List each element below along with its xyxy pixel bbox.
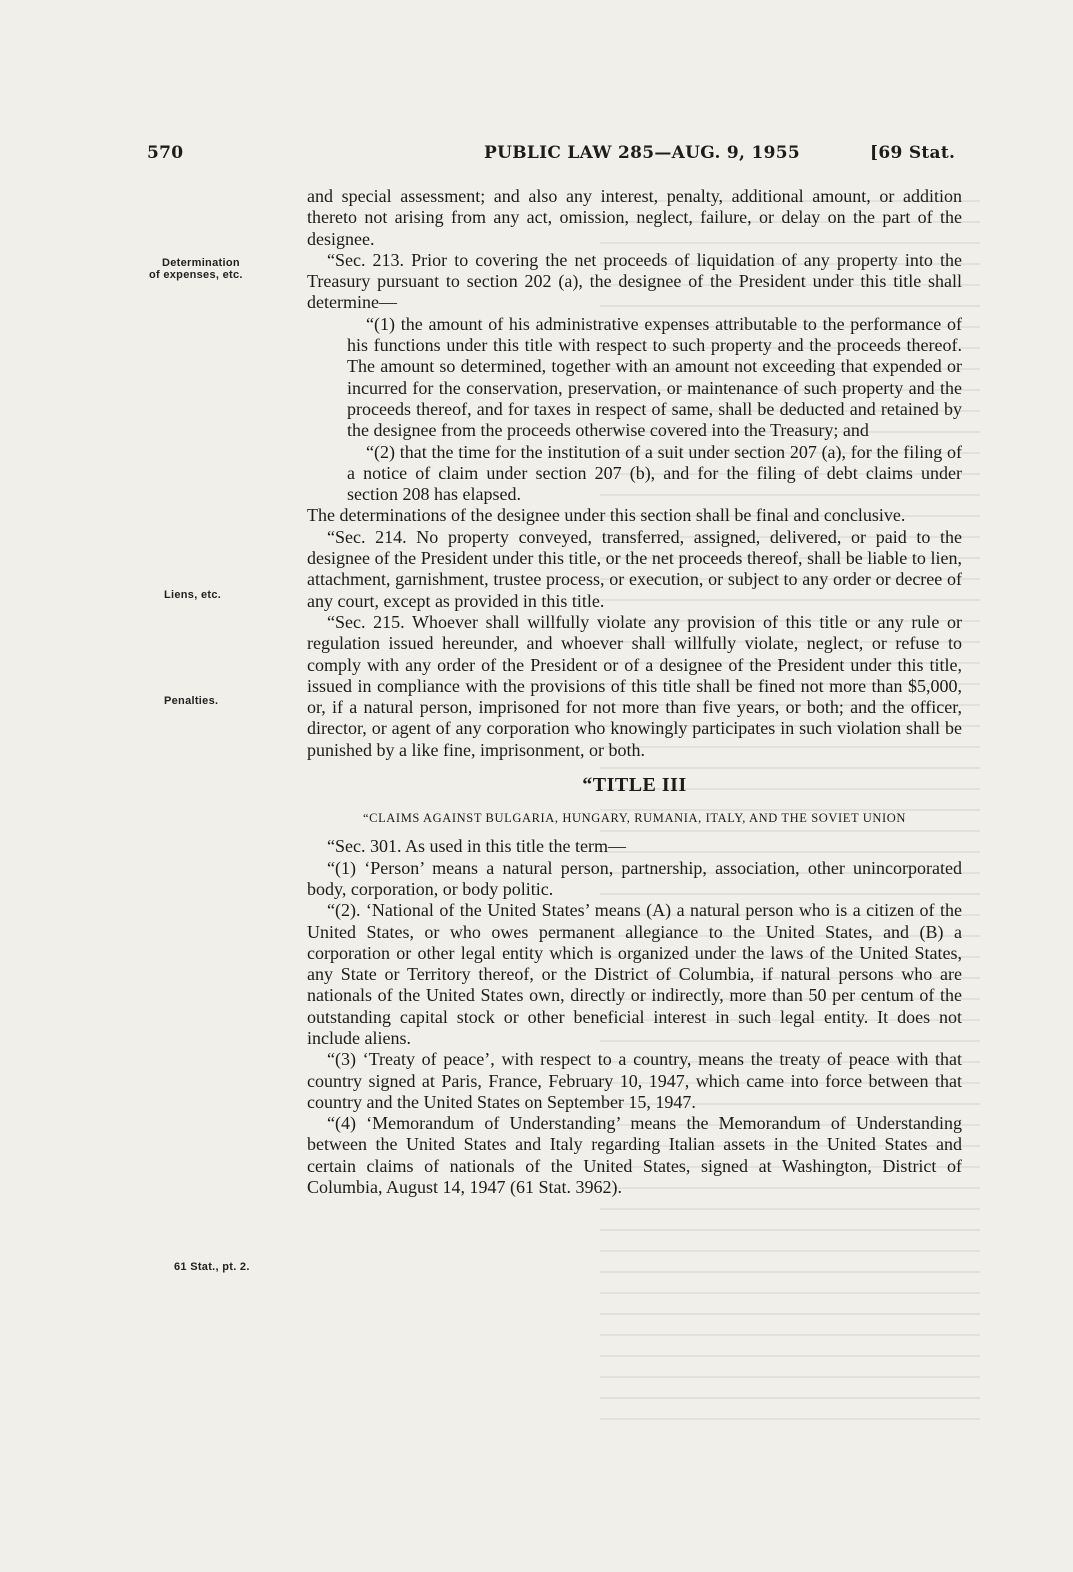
section-214: “Sec. 214. No property conveyed, transferred, assigned, delivered, or paid to the designee of the President under this title, or the net proceeds thereof, shall be liable to lien, attachment, garnishment, trustee process, or execution, or subject to any order or decree of any court, except as provided in this title. [307, 526, 962, 611]
paragraph-continuation: and special assessment; and also any interest, penalty, additional amount, or addition thereto not arising from any act, omission, neglect, failure, or delay on the part of the designee. [307, 186, 962, 249]
body-text [307, 186, 962, 1198]
margin-note-stat-ref: 61 Stat., pt. 2. [174, 1261, 250, 1273]
section-213-clause-1: “(1) the amount of his administrative expenses attributable to the performance of his functions under this title with respect to such property and the proceeds thereof. The amount so determined, together with an amount not exceeding that expended or incurred for the conservation, preservation, or maintenance of such property and the proceeds thereof, and for taxes in respect of same, shall be deducted and retained by the designee from the proceeds otherwise covered into the Treasury; and [347, 313, 962, 441]
section-213-final: The determinations of the designee under this section shall be final and conclusive. [307, 505, 906, 526]
margin-note-determination: Determination [162, 257, 240, 269]
section-213: “Sec. 213. Prior to covering the net proceeds of liquidation of any property into the Treasury pursuant to section 202 (a), the designee of the President under this title shall determine— [307, 249, 962, 313]
section-215: “Sec. 215. Whoever shall willfully violate any provision of this title or any rule or regulation issued hereunder, and whoever shall willfully violate, neglect, or refuse to comply with any order of the President or of a designee of the President under this title, issued in compliance with the provisions of this title shall be fined not more than $5,000, or, if a natural person, imprisoned for not more than five years, or both; and the officer, director, or agent of any corporation who knowingly participates in such violation shall be punished by a like fine, imprisonment, or both. [307, 611, 962, 760]
definition-3: “(3) ‘Treaty of peace’, with respect to a country, means the treaty of peace with that country signed at Paris, France, February 10, 1947, which came into force between that country and the United States on September 15, 1947. [307, 1049, 962, 1112]
section-301: “Sec. 301. As used in this title the term— [327, 836, 626, 857]
margin-note-penalties: Penalties. [164, 695, 219, 707]
title-heading: “TITLE III [582, 774, 687, 797]
definition-2: “(2). ‘National of the United States’ means (A) a natural person who is a citizen of the United States, or who owes permanent allegiance to the United States, and (B) a corporation or other legal entity which is organized under the laws of the United States, any State or Territory thereof, or the District of Columbia, if natural persons who are nationals of the United States own, directly or indirectly, more than 50 per centum of the outstanding capital stock or other beneficial interest in such legal entity. It does not include aliens. [307, 900, 962, 1048]
margin-note-expenses: of expenses, etc. [149, 269, 243, 281]
page-number: 570 [147, 143, 184, 163]
stat-reference: [69 Stat. [870, 143, 956, 163]
definition-4: “(4) ‘Memorandum of Understanding’ means the Memorandum of Understanding between the United States and Italy regarding Italian assets in the United States and certain claims of nationals of the United States, signed at Washington, District of Columbia, August 14, 1947 (61 Stat. 3962). [307, 1113, 962, 1198]
definition-1: “(1) ‘Person’ means a natural person, partnership, association, other unincorporated body, corporation, or body politic. [307, 857, 962, 899]
title-subheading: “CLAIMS AGAINST BULGARIA, HUNGARY, RUMANIA, ITALY, AND THE SOVIET UNION [362, 811, 907, 826]
section-213-clause-2: “(2) that the time for the institution of a suit under section 207 (a), for the filing of a notice of claim under section 207 (b), and for the filing of debt claims under section 208 has elapsed. [347, 441, 962, 505]
margin-note-liens: Liens, etc. [164, 589, 222, 601]
running-header: PUBLIC LAW 285—AUG. 9, 1955 [484, 143, 800, 163]
